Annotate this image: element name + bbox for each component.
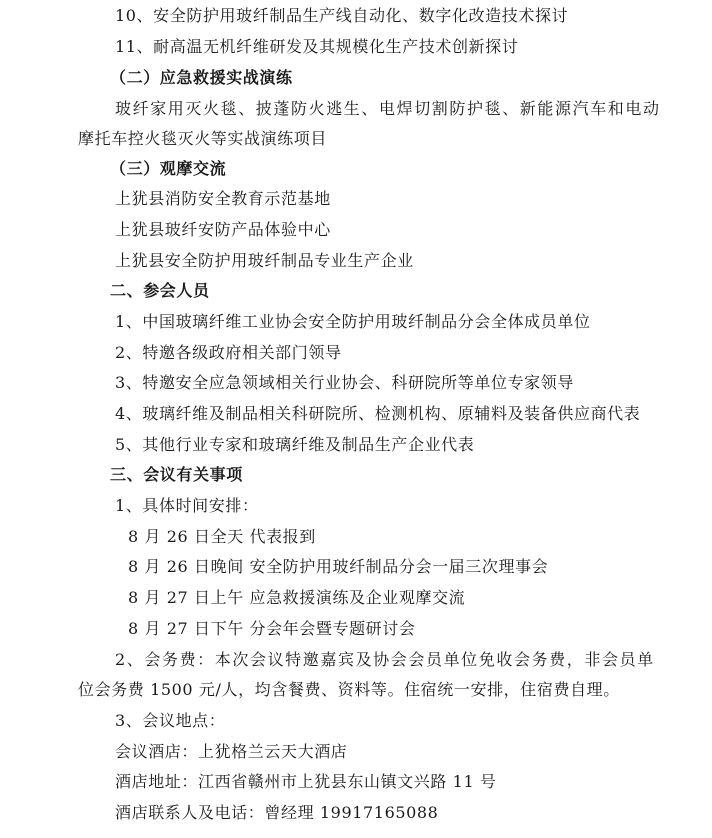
- hotel-contact: 酒店联系人及电话：曾经理 19917165088: [115, 803, 439, 822]
- tour-item: 上犹县消防安全教育示范基地: [115, 189, 331, 208]
- schedule-item: 8 月 27 日上午 应急救援演练及企业观摩交流: [128, 588, 466, 607]
- schedule-item: 8 月 26 日全天 代表报到: [128, 527, 316, 546]
- matters-heading: 三、会议有关事项: [110, 465, 243, 484]
- fee-line1: 2、会务费：本次会议特邀嘉宾及协会会员单位免收会务费，非会员单: [115, 650, 655, 669]
- schedule-heading: 1、具体时间安排：: [115, 496, 259, 515]
- schedule-item: 8 月 26 日晚间 安全防护用玻纤制品分会一届三次理事会: [128, 557, 549, 576]
- tour-heading: （三）观摩交流: [110, 159, 227, 178]
- tour-item: 上犹县玻纤安防产品体验中心: [115, 220, 331, 239]
- hotel-name: 会议酒店：上犹格兰云天大酒店: [115, 742, 348, 761]
- topic-item-11: 11、耐高温无机纤维研发及其规模化生产技术创新探讨: [115, 37, 519, 56]
- schedule-item: 8 月 27 日下午 分会年会暨专题研讨会: [128, 619, 416, 638]
- drill-text-line1: 玻纤家用灭火毯、披蓬防火逃生、电焊切割防护毯、新能源汽车和电动: [115, 99, 661, 118]
- attendee-item: 5、其他行业专家和玻璃纤维及制品生产企业代表: [115, 435, 475, 454]
- attendee-item: 1、中国玻璃纤维工业协会安全防护用玻纤制品分会全体成员单位: [115, 312, 591, 331]
- venue-heading: 3、会议地点：: [115, 711, 226, 730]
- tour-item: 上犹县安全防护用玻纤制品专业生产企业: [115, 251, 414, 270]
- attendee-item: 4、玻璃纤维及制品相关科研院所、检测机构、原辅料及装备供应商代表: [115, 404, 641, 423]
- attendee-item: 3、特邀安全应急领域相关行业协会、科研院所等单位专家领导: [115, 373, 574, 392]
- fee-line2: 位会务费 1500 元/人，均含餐费、资料等。住宿统一安排，住宿费自理。: [78, 680, 620, 699]
- attendee-item: 2、特邀各级政府相关部门领导: [115, 343, 342, 362]
- drill-text-line2: 摩托车控火毯灭火等实战演练项目: [78, 129, 328, 148]
- topic-item-10: 10、安全防护用玻纤制品生产线自动化、数字化改造技术探讨: [115, 6, 569, 25]
- attendees-heading: 二、参会人员: [110, 281, 210, 300]
- hotel-address: 酒店地址：江西省赣州市上犹县东山镇文兴路 11 号: [115, 772, 497, 791]
- drill-heading: （二）应急救援实战演练: [110, 68, 293, 87]
